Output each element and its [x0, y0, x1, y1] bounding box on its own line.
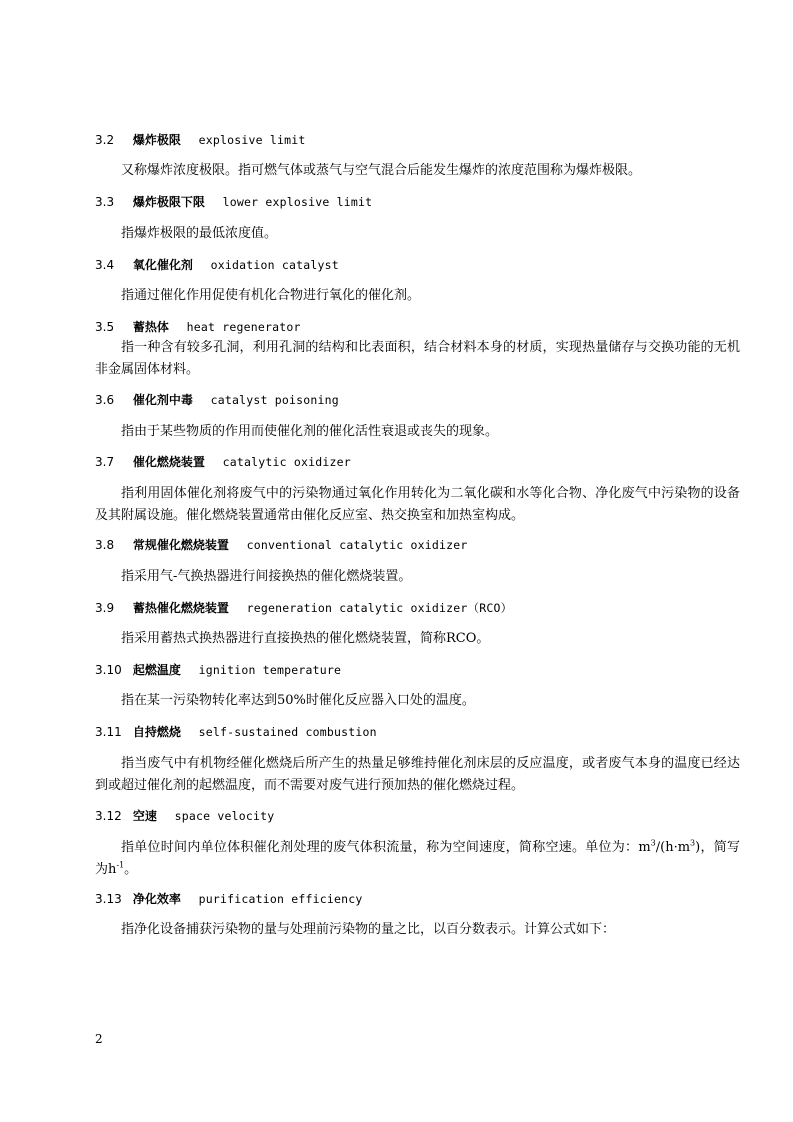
term-english: self-sustained combustion	[198, 725, 377, 739]
term-english: lower explosive limit	[222, 195, 373, 209]
term-english: ignition temperature	[198, 663, 342, 677]
term-chinese: 蓄热催化燃烧装置	[132, 601, 229, 615]
term-english: purification efficiency	[198, 892, 363, 906]
term-number: 3.13	[95, 892, 122, 906]
term-chinese: 自持燃烧	[132, 725, 181, 739]
term-heading-3-6	[95, 390, 339, 410]
term-definition-3-12	[95, 837, 740, 881]
term-definition-3-9: 指采用蓄热式换热器进行直接换热的催化燃烧装置，简称RCO。	[121, 631, 490, 646]
term-chinese: 催化剂中毒	[132, 393, 193, 407]
term-number: 3.9	[95, 601, 115, 615]
term-english: conventional catalytic oxidizer	[246, 538, 468, 552]
term-number: 3.7	[95, 455, 115, 469]
definition-text: 。	[124, 862, 138, 877]
superscript: 3	[690, 838, 696, 848]
term-english: regeneration catalytic oxidizer（RCO）	[246, 601, 513, 615]
term-number: 3.6	[95, 393, 115, 407]
term-heading-3-11	[95, 722, 377, 742]
term-definition-3-10: 指在某一污染物转化率达到50%时催化反应器入口处的温度。	[121, 693, 475, 708]
term-heading-3-3	[95, 192, 372, 212]
term-definition-3-7: 指利用固体催化剂将废气中的污染物通过氧化作用转化为二氧化碳和水等化合物、净化废气中污染物的设备及其附属设施。催化燃烧装置通常由催化反应室、热交换室和加热室构成。	[95, 486, 740, 523]
term-number: 3.3	[95, 195, 115, 209]
term-definition-3-8: 指采用气-气换热器进行间接换热的催化燃烧装置。	[121, 569, 412, 584]
term-chinese: 净化效率	[132, 892, 181, 906]
term-definition-3-3: 指爆炸极限的最低浓度值。	[121, 226, 278, 241]
term-number: 3.2	[95, 133, 115, 147]
term-heading-3-4	[95, 255, 339, 275]
term-heading-3-7	[95, 452, 351, 472]
term-chinese: 氧化催化剂	[132, 258, 193, 272]
term-definition-3-11: 指当废气中有机物经催化燃烧后所产生的热量足够维持催化剂床层的反应温度，或者废气本身的温度已经达到或超过催化剂的起燃温度，而不需要对废气进行预加热的催化燃烧过程。	[95, 756, 740, 793]
term-definition-3-6: 指由于某些物质的作用而使催化剂的催化活性衰退或丧失的现象。	[121, 424, 499, 439]
term-chinese: 蓄热体	[132, 320, 169, 334]
term-heading-3-8	[95, 535, 468, 555]
term-definition-3-2: 又称爆炸浓度极限。指可燃气体或蒸气与空气混合后能发生爆炸的浓度范围称为爆炸极限。	[121, 163, 642, 178]
term-number: 3.12	[95, 809, 122, 823]
term-chinese: 爆炸极限下限	[132, 195, 205, 209]
page-number: 2	[95, 1032, 103, 1046]
term-english: explosive limit	[198, 133, 306, 147]
term-english: catalyst poisoning	[210, 393, 339, 407]
term-chinese: 常规催化燃烧装置	[132, 538, 229, 552]
term-definition-3-5: 指一种含有较多孔洞，利用孔洞的结构和比表面积，结合材料本身的材质，实现热量储存与交换功能的无机非金属固体材料。	[95, 340, 740, 377]
superscript: -1	[116, 860, 125, 870]
term-number: 3.10	[95, 663, 122, 677]
term-heading-3-2	[95, 130, 306, 150]
term-english: catalytic oxidizer	[222, 455, 351, 469]
term-definition-3-13: 指净化设备捕获污染物的量与处理前污染物的量之比，以百分数表示。计算公式如下：	[121, 922, 616, 937]
term-english: oxidation catalyst	[210, 258, 339, 272]
term-heading-3-5	[95, 317, 301, 337]
term-number: 3.11	[95, 725, 122, 739]
term-number: 3.5	[95, 320, 115, 334]
term-number: 3.4	[95, 258, 115, 272]
term-heading-3-10	[95, 660, 341, 680]
definition-text: /(h·m	[655, 840, 691, 855]
term-english: heat regenerator	[186, 320, 301, 334]
term-chinese: 空速	[132, 809, 157, 823]
term-chinese: 催化燃烧装置	[132, 455, 205, 469]
term-definition-3-4: 指通过催化作用促使有机化合物进行氧化的催化剂。	[121, 288, 421, 303]
definition-text: )，简写为h	[95, 840, 741, 877]
term-english: space velocity	[174, 809, 275, 823]
term-chinese: 爆炸极限	[132, 133, 181, 147]
term-heading-3-13	[95, 889, 363, 909]
term-heading-3-9	[95, 598, 512, 618]
term-chinese: 起燃温度	[132, 663, 181, 677]
term-number: 3.8	[95, 538, 115, 552]
superscript: 3	[650, 838, 656, 848]
definition-text: 指单位时间内单位体积催化剂处理的废气体积流量，称为空间速度，简称空速。单位为：m	[121, 840, 651, 855]
term-heading-3-12	[95, 806, 274, 826]
